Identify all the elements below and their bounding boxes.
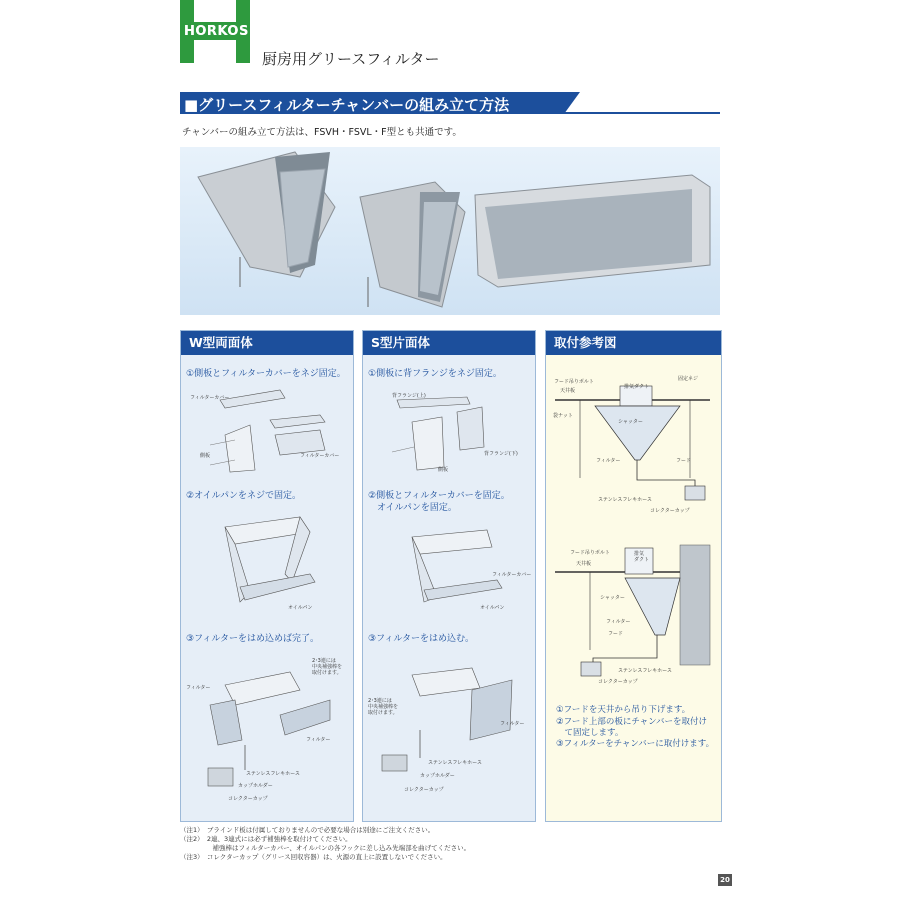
section-title: ■グリースフィルターチャンバーの組み立て方法 — [184, 96, 510, 114]
s-step3-diagram — [362, 660, 534, 800]
ref-top-exhaust-duct: 排気ダクト — [624, 384, 650, 390]
s-step-2a: ②側板とフィルターカバーを固定。 — [368, 491, 510, 501]
s-type-chamber-photo — [360, 182, 465, 307]
s-label-cup-holder: カップホルダー — [420, 773, 455, 779]
w-label-side-plate: 側板 — [200, 453, 211, 459]
ref-step-2: ②フード上部の板にチャンバーを取付け — [556, 717, 708, 727]
s-label-back-flange-bottom: 背フランジ(下) — [484, 451, 518, 457]
w-label-filter-cover-b: フィルターカバー — [300, 453, 340, 459]
ref-top-nut: 袋ナット — [553, 413, 573, 419]
ref-top-hood: フード — [676, 458, 691, 464]
ref-step-2-cont: て固定します。 — [556, 728, 624, 738]
w-label-cup-holder: カップホルダー — [238, 783, 273, 789]
ref-bottom-filter: フィルター — [606, 619, 631, 625]
ref-top-hood-bolt: フード吊りボルト — [554, 379, 594, 385]
w-step3-diagram — [180, 660, 352, 800]
w-label-collector-cup: コレクターカップ — [228, 796, 268, 802]
s-label-hose: ステンレスフレキホース — [428, 760, 482, 766]
ref-bottom-hood-bolt: フード吊りボルト — [570, 550, 610, 556]
product-photo-band — [180, 147, 720, 315]
ref-step-1: ①フードを天井から吊り下げます。 — [556, 705, 691, 715]
s-step-2b: オイルパンを固定。 — [377, 503, 457, 513]
ref-top-shutter: シャッター — [618, 419, 643, 425]
page-number: 20 — [718, 874, 732, 886]
multi-unit-chamber-photo — [475, 175, 710, 287]
w-step2-diagram — [180, 512, 352, 622]
w-label-hose: ステンレスフレキホース — [246, 771, 300, 777]
ref-bottom-shutter: シャッター — [600, 595, 625, 601]
section-intro: チャンバーの組み立て方法は、FSVH・FSVL・F型とも共通です。 — [182, 127, 462, 138]
w-step-3: ③フィルターをはめ込めば完了。 — [186, 634, 319, 644]
ref-top-collector-cup: コレクターカップ — [650, 508, 690, 514]
s-step-3: ③フィルターをはめ込む。 — [368, 634, 474, 644]
s-label-filter: フィルター — [500, 721, 525, 727]
product-photos — [180, 147, 720, 315]
note-2-cont: 補強棒はフィルターカバー、オイルパンの各フックに差し込み先端部を曲げてください。 — [180, 844, 471, 852]
note-2: （注2） 2連、3連式には必ず補強棒を取付けてください。 — [180, 835, 352, 843]
w-type-chamber-photo — [198, 152, 335, 287]
ref-bottom-hood: フード — [608, 631, 623, 637]
s-type-title: S型片面体 — [363, 331, 535, 355]
ref-top-filter: フィルター — [596, 458, 621, 464]
w-step-1: ①側板とフィルターカバーをネジ固定。 — [186, 369, 346, 379]
section-title-underline — [560, 112, 720, 114]
ref-top-ceiling: 天井板 — [560, 388, 576, 394]
w-step-2: ②オイルパンをネジで固定。 — [186, 491, 301, 501]
w-label-filter-cover-a: フィルターカバー — [190, 395, 230, 401]
s-label-back-flange-top: 背フランジ(上) — [392, 393, 426, 399]
product-title: 厨房用グリースフィルター — [262, 50, 440, 68]
w-label-reinforce: 2･3連には 中央補強棒を 取付けます。 — [312, 658, 343, 676]
s-label-filter-cover: フィルターカバー — [492, 572, 532, 578]
footnotes — [180, 826, 470, 862]
ref-bottom-ceiling: 天井板 — [576, 561, 592, 567]
s-step-1: ①側板に背フランジをネジ固定。 — [368, 369, 502, 379]
logo-text: HORKOS — [184, 24, 249, 39]
note-3: （注3） コレクターカップ（グリース回収容器）は、火源の直上に設置しないでください。 — [180, 853, 447, 861]
reference-title: 取付参考図 — [546, 331, 721, 355]
s-label-oil-pan: オイルパン — [480, 605, 505, 611]
s-label-collector-cup: コレクターカップ — [404, 787, 444, 793]
s-label-reinforce: 2･3連には 中央補強棒を 取付けます。 — [368, 698, 399, 716]
ref-bottom-hose: ステンレスフレキホース — [618, 668, 672, 674]
ref-top-hose: ステンレスフレキホース — [598, 497, 652, 503]
s-label-side-plate: 側板 — [438, 467, 449, 473]
w-label-oil-pan: オイルパン — [288, 605, 313, 611]
note-1: （注1） ブラインド板は付属しておりませんので必要な場合は別途にご注文ください。 — [180, 826, 435, 834]
w-type-title: W型両面体 — [181, 331, 353, 355]
ref-bottom-collector-cup: コレクターカップ — [598, 679, 638, 685]
w-label-filter-b: フィルター — [306, 737, 331, 743]
ref-top-fix-screw: 固定ネジ — [678, 376, 699, 382]
w-label-filter-a: フィルター — [186, 685, 211, 691]
ref-step-3: ③フィルターをチャンバーに取付けます。 — [556, 739, 715, 749]
ref-bottom-exhaust-duct: 排気 ダクト — [634, 551, 650, 563]
